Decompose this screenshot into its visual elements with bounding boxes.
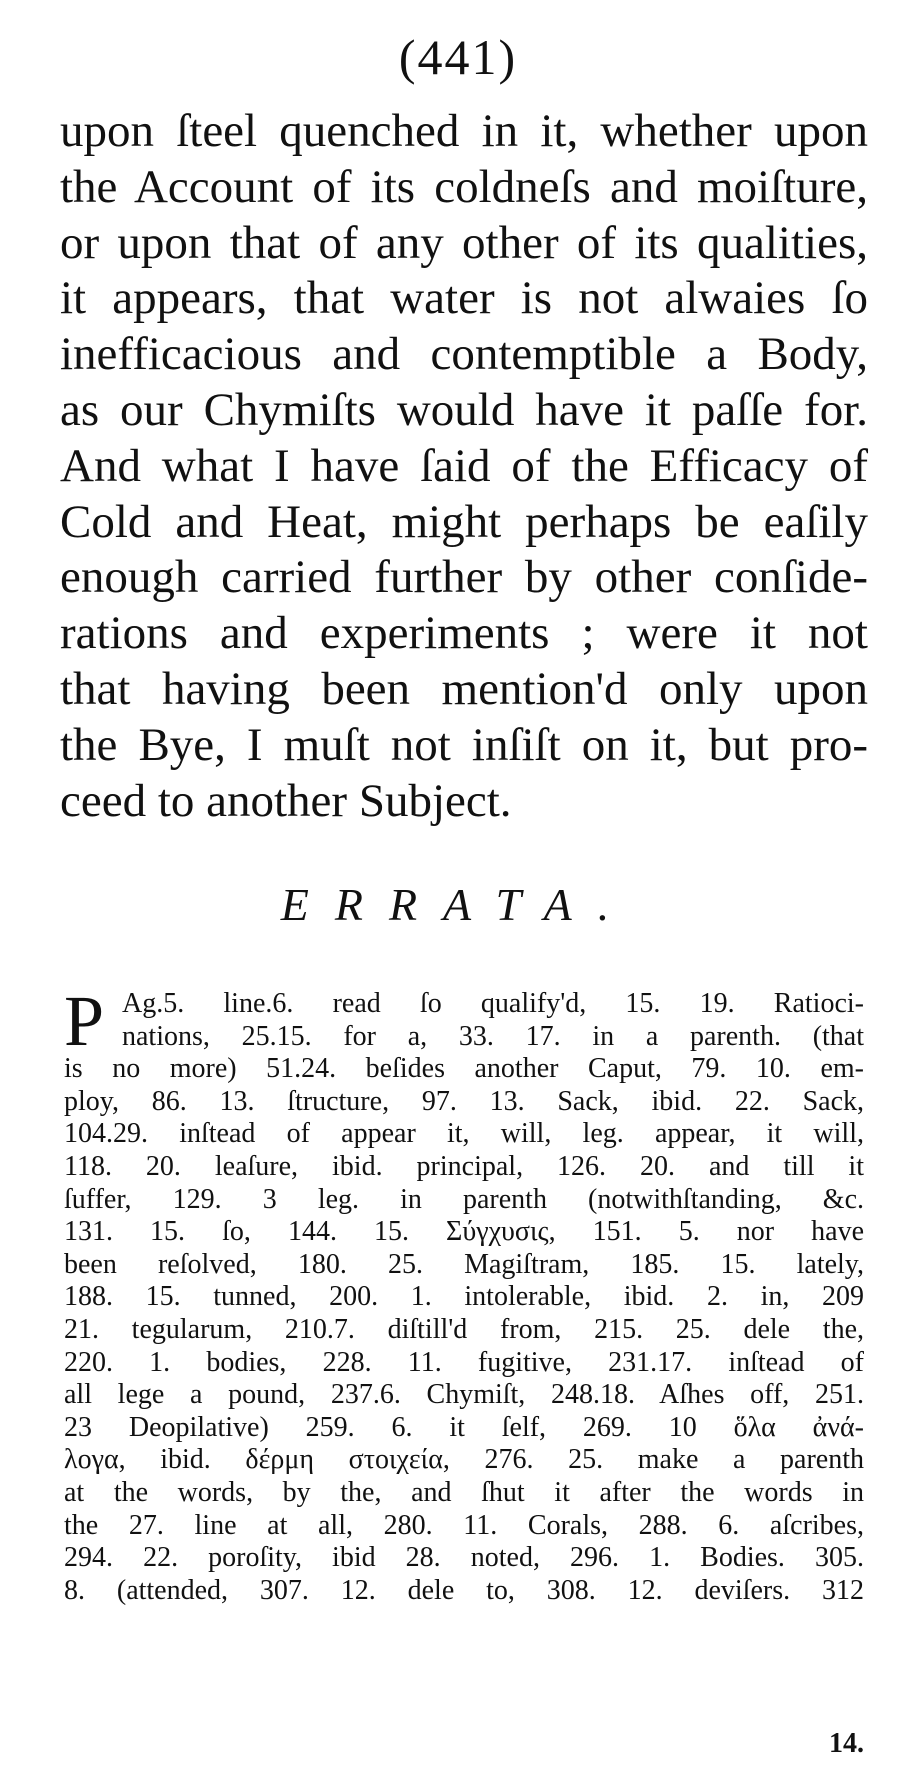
errata-line: 23 Deopilative) 259. 6. it ſelf, 269. 10 ὅλα ἀνά-: [64, 1411, 864, 1443]
body-line: or upon that of any other of its qualities,: [60, 216, 868, 269]
errata-heading: ERRATA.: [280, 879, 636, 930]
body-line: the Bye, I muſt not inſiſt on it, but pro-: [60, 718, 868, 771]
body-line: inefficacious and contemptible a Body,: [60, 328, 868, 381]
errata-line: 188. 15. tunned, 200. 1. intolerable, ibid. 2. in, 209: [64, 1281, 864, 1313]
errata-line: ploy, 86. 13. ſtructure, 97. 13. Sack, ibid. 22. Sack,: [64, 1085, 864, 1117]
errata-line: 131. 15. ſo, 144. 15. Σύγχυσις, 151. 5. nor have: [64, 1216, 864, 1248]
body-line: upon ſteel quenched in it, whether upon: [60, 105, 868, 157]
body-line: as our Chymiſts would have it paſſe for.: [60, 383, 868, 436]
errata-line: 220. 1. bodies, 228. 11. fugitive, 231.17. inſtead of: [64, 1346, 864, 1378]
page-number: (441): [398, 29, 518, 85]
errata-line: 294. 22. poroſity, ibid 28. noted, 296. 1. Bodies. 305.: [64, 1542, 864, 1574]
body-line: And what I have ſaid of the Efficacy of: [60, 439, 868, 492]
body-line: rations and experiments ; were it not: [60, 607, 868, 660]
errata-list: [64, 981, 864, 1607]
errata-line: 8. (attended, 307. 12. dele to, 308. 12. deviſers. 312: [64, 1574, 864, 1606]
errata-line: is no more) 51.24. beſides another Caput, 79. 10. em-: [64, 1053, 864, 1085]
errata-line: Ag.5. line.6. read ſo qualify'd, 15. 19. Ratioci-: [122, 988, 864, 1019]
drop-cap: P: [64, 981, 105, 1061]
errata-line: been reſolved, 180. 25. Magiſtram, 185. 15. lately,: [64, 1248, 864, 1280]
errata-line: the 27. line at all, 280. 11. Corals, 288. 6. aſcribes,: [64, 1509, 864, 1541]
errata-line: 118. 20. leaſure, ibid. principal, 126. 20. and till it: [64, 1150, 864, 1182]
catchword: 14.: [829, 1728, 864, 1759]
errata-line: λογα, ibid. δέρμη στοιχεία, 276. 25. make a parenth: [64, 1444, 864, 1476]
body-line: Cold and Heat, might perhaps be eaſily: [60, 495, 868, 548]
body-line: the Account of its coldneſs and moiſture,: [60, 160, 868, 213]
body-line: that having been mention'd only upon: [60, 662, 868, 715]
errata-line: nations, 25.15. for a, 33. 17. in a parenth. (that: [122, 1020, 864, 1052]
errata-line: 21. tegularum, 210.7. diſtill'd from, 215. 25. dele the,: [64, 1313, 864, 1345]
errata-line: all lege a pound, 237.6. Chymiſt, 248.18. Aſhes off, 251.: [64, 1379, 864, 1411]
errata-line: 104.29. inſtead of appear it, will, leg. appear, it will,: [64, 1118, 864, 1150]
body-line: ceed to another Subject.: [60, 774, 512, 827]
body-paragraph: [60, 104, 868, 829]
errata-line: at the words, by the, and ſhut it after the words in: [64, 1476, 864, 1508]
body-line: enough carried further by other conſide-: [60, 551, 868, 604]
body-line: it appears, that water is not alwaies ſo: [60, 272, 868, 325]
errata-line: ſuffer, 129. 3 leg. in parenth (notwithſtanding, &c.: [64, 1183, 864, 1215]
